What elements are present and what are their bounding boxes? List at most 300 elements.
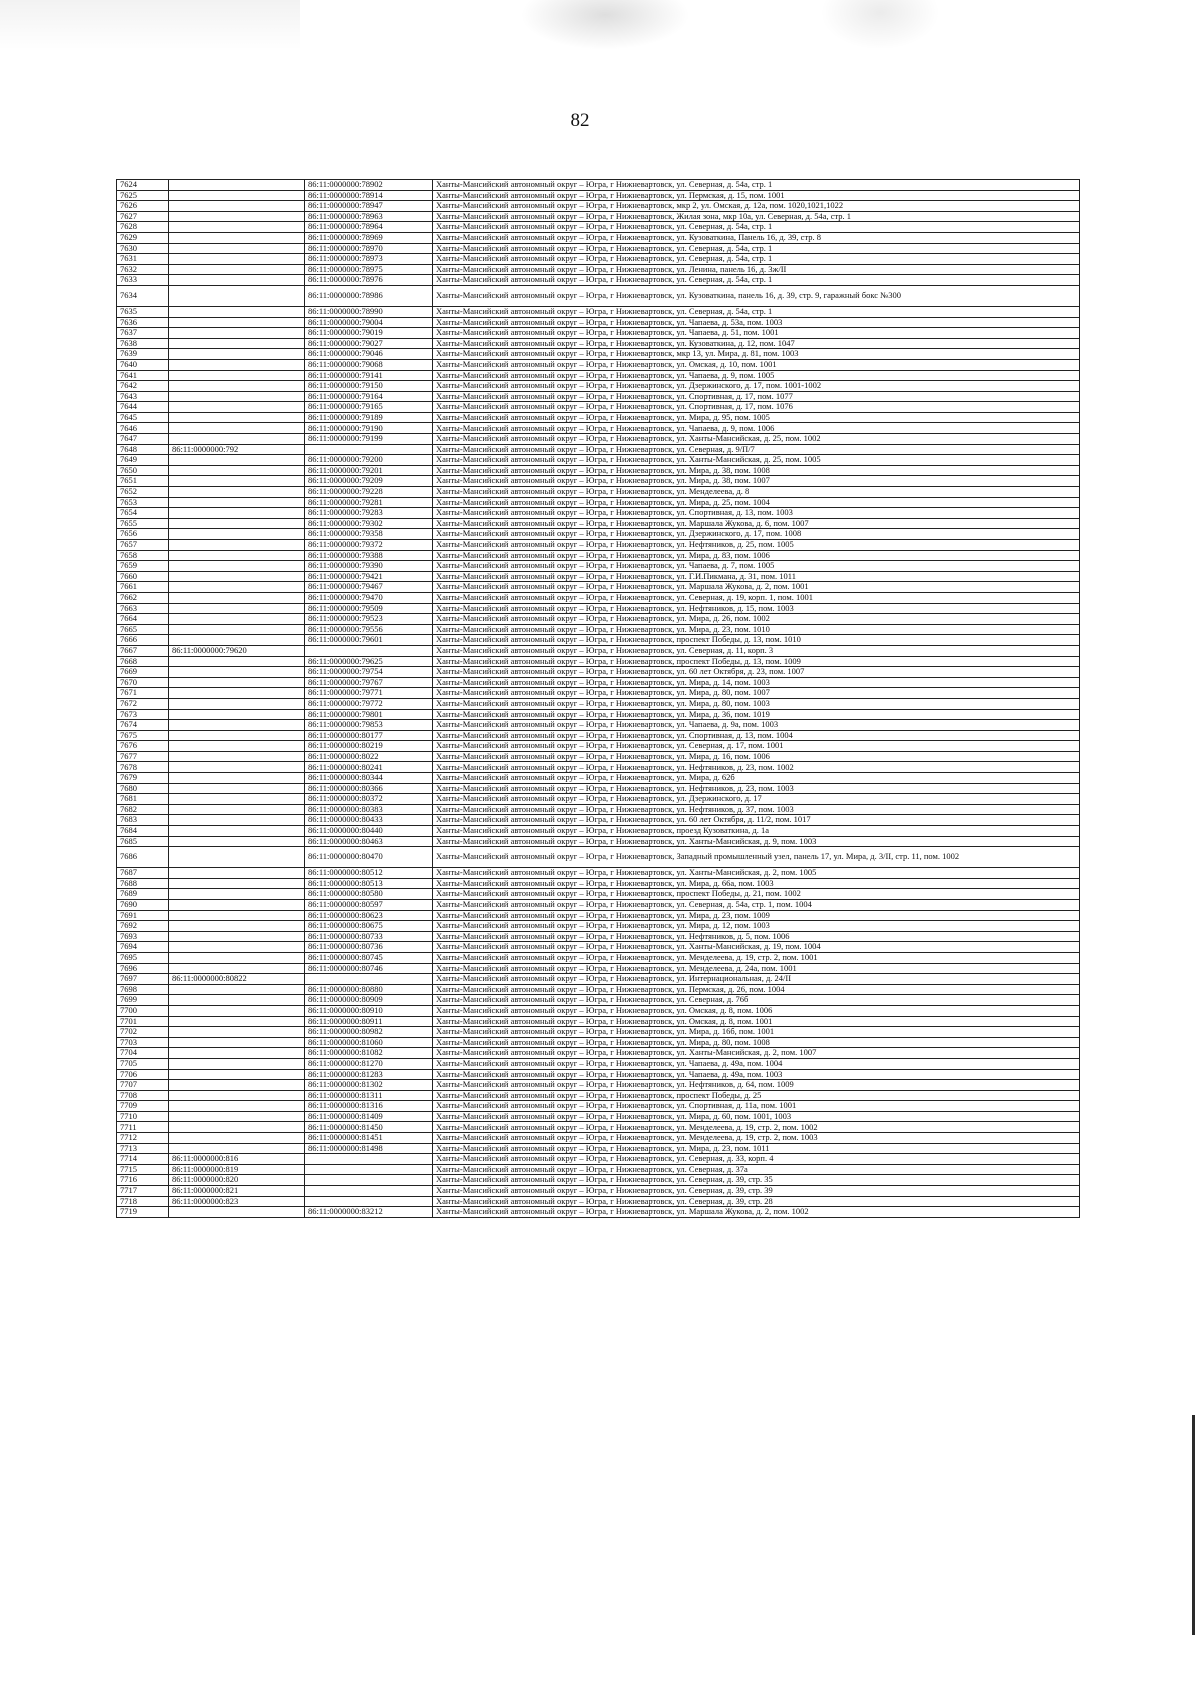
cell-previous-cadastral-number: 86:11:0000000:823 bbox=[169, 1196, 305, 1207]
cell-row-number: 7647 bbox=[117, 434, 169, 445]
cell-address: Ханты-Мансийский автономный округ – Югра, г Нижневартовск, ул. Менделеева, д. 19, стр. 2, пом. 1001 bbox=[433, 952, 1080, 963]
cell-address: Ханты-Мансийский автономный округ – Югра, г Нижневартовск, ул. Нефтяников, д. 23, пом. 1002 bbox=[433, 762, 1080, 773]
table-row bbox=[117, 1164, 1080, 1175]
cell-previous-cadastral-number bbox=[169, 931, 305, 942]
table-row bbox=[117, 550, 1080, 561]
table-row bbox=[117, 952, 1080, 963]
cell-cadastral-number: 86:11:0000000:81311 bbox=[305, 1090, 433, 1101]
cell-row-number: 7634 bbox=[117, 285, 169, 306]
cell-address: Ханты-Мансийский автономный округ – Югра, г Нижневартовск, ул. Интернациональная, д. 24/II bbox=[433, 974, 1080, 985]
cell-address: Ханты-Мансийский автономный округ – Югра, г Нижневартовск, ул. Кузоваткина, Панель 16, д. 39, стр. 8 bbox=[433, 232, 1080, 243]
table-row bbox=[117, 1154, 1080, 1165]
cell-cadastral-number: 86:11:0000000:79767 bbox=[305, 677, 433, 688]
cell-row-number: 7711 bbox=[117, 1122, 169, 1133]
cell-previous-cadastral-number bbox=[169, 910, 305, 921]
cell-address: Ханты-Мансийский автономный округ – Югра, г Нижневартовск, ул. Менделеева, д. 19, стр. 2, пом. 1003 bbox=[433, 1133, 1080, 1144]
cell-row-number: 7627 bbox=[117, 211, 169, 222]
cell-row-number: 7689 bbox=[117, 889, 169, 900]
cell-cadastral-number: 86:11:0000000:79421 bbox=[305, 571, 433, 582]
cell-row-number: 7693 bbox=[117, 931, 169, 942]
cell-cadastral-number: 86:11:0000000:78963 bbox=[305, 211, 433, 222]
cell-cadastral-number: 86:11:0000000:78914 bbox=[305, 190, 433, 201]
cell-cadastral-number: 86:11:0000000:78975 bbox=[305, 264, 433, 275]
table-row bbox=[117, 847, 1080, 868]
cell-row-number: 7702 bbox=[117, 1027, 169, 1038]
cell-cadastral-number: 86:11:0000000:78969 bbox=[305, 232, 433, 243]
cell-address: Ханты-Мансийский автономный округ – Югра, г Нижневартовск, ул. Мира, д. 25, пом. 1004 bbox=[433, 497, 1080, 508]
cell-previous-cadastral-number bbox=[169, 1058, 305, 1069]
cell-address: Ханты-Мансийский автономный округ – Югра, г Нижневартовск, ул. Дзержинского, д. 17 bbox=[433, 794, 1080, 805]
table-row bbox=[117, 910, 1080, 921]
cell-previous-cadastral-number bbox=[169, 720, 305, 731]
cell-previous-cadastral-number bbox=[169, 624, 305, 635]
cell-cadastral-number: 86:11:0000000:79199 bbox=[305, 434, 433, 445]
cell-row-number: 7666 bbox=[117, 635, 169, 646]
cell-address: Ханты-Мансийский автономный округ – Югра, г Нижневартовск, ул. Нефтяников, д. 15, пом. 1003 bbox=[433, 603, 1080, 614]
table-row bbox=[117, 561, 1080, 572]
cell-cadastral-number: 86:11:0000000:79771 bbox=[305, 688, 433, 699]
table-row bbox=[117, 317, 1080, 328]
cell-cadastral-number: 86:11:0000000:80623 bbox=[305, 910, 433, 921]
cell-row-number: 7653 bbox=[117, 497, 169, 508]
table-row bbox=[117, 381, 1080, 392]
cell-row-number: 7692 bbox=[117, 921, 169, 932]
cell-cadastral-number: 86:11:0000000:80512 bbox=[305, 868, 433, 879]
binder-edge bbox=[1192, 1415, 1195, 1635]
cell-row-number: 7710 bbox=[117, 1111, 169, 1122]
cell-previous-cadastral-number bbox=[169, 592, 305, 603]
cell-address: Ханты-Мансийский автономный округ – Югра, г Нижневартовск, ул. Ханты-Мансийская, д. 19, пом. 1004 bbox=[433, 942, 1080, 953]
table-row bbox=[117, 306, 1080, 317]
cell-previous-cadastral-number bbox=[169, 677, 305, 688]
table-row bbox=[117, 804, 1080, 815]
cell-address: Ханты-Мансийский автономный округ – Югра, г Нижневартовск, ул. Северная, д. 54а, стр. 1 bbox=[433, 222, 1080, 233]
cell-previous-cadastral-number bbox=[169, 222, 305, 233]
cell-cadastral-number: 86:11:0000000:80344 bbox=[305, 773, 433, 784]
cell-address: Ханты-Мансийский автономный округ – Югра, г Нижневартовск, ул. Мира, д. 80, пом. 1003 bbox=[433, 698, 1080, 709]
cell-address: Ханты-Мансийский автономный округ – Югра, г Нижневартовск, ул. Г.И.Пикмана, д. 31, пом. 1011 bbox=[433, 571, 1080, 582]
table-row bbox=[117, 1069, 1080, 1080]
cell-row-number: 7678 bbox=[117, 762, 169, 773]
table-row bbox=[117, 1005, 1080, 1016]
cell-cadastral-number: 86:11:0000000:81316 bbox=[305, 1101, 433, 1112]
cell-address: Ханты-Мансийский автономный округ – Югра, г Нижневартовск, ул. Менделеева, д. 8 bbox=[433, 487, 1080, 498]
cell-address: Ханты-Мансийский автономный округ – Югра, г Нижневартовск, ул. Мира, д. 23, пом. 1010 bbox=[433, 624, 1080, 635]
cell-row-number: 7713 bbox=[117, 1143, 169, 1154]
table-row bbox=[117, 508, 1080, 519]
cell-row-number: 7682 bbox=[117, 804, 169, 815]
cell-row-number: 7624 bbox=[117, 180, 169, 191]
cell-row-number: 7637 bbox=[117, 328, 169, 339]
cell-previous-cadastral-number bbox=[169, 1016, 305, 1027]
cell-cadastral-number: 86:11:0000000:79470 bbox=[305, 592, 433, 603]
cell-address: Ханты-Мансийский автономный округ – Югра, г Нижневартовск, ул. Омская, д. 10, пом. 1001 bbox=[433, 359, 1080, 370]
cell-address: Ханты-Мансийский автономный округ – Югра, г Нижневартовск, ул. Северная, д. 54а, стр. 1 bbox=[433, 243, 1080, 254]
cell-previous-cadastral-number bbox=[169, 190, 305, 201]
cell-row-number: 7691 bbox=[117, 910, 169, 921]
cell-row-number: 7690 bbox=[117, 900, 169, 911]
scan-artifact bbox=[0, 0, 300, 50]
table-row bbox=[117, 370, 1080, 381]
cell-row-number: 7649 bbox=[117, 455, 169, 466]
cell-row-number: 7646 bbox=[117, 423, 169, 434]
cell-previous-cadastral-number: 86:11:0000000:80822 bbox=[169, 974, 305, 985]
cell-previous-cadastral-number bbox=[169, 328, 305, 339]
cell-address: Ханты-Мансийский автономный округ – Югра, г Нижневартовск, ул. Мира, д. 38, пом. 1007 bbox=[433, 476, 1080, 487]
cell-cadastral-number: 86:11:0000000:80675 bbox=[305, 921, 433, 932]
cell-address: Ханты-Мансийский автономный округ – Югра, г Нижневартовск, ул. Чапаева, д. 7, пом. 1005 bbox=[433, 561, 1080, 572]
table-row bbox=[117, 921, 1080, 932]
table-row bbox=[117, 529, 1080, 540]
cell-cadastral-number: 86:11:0000000:79141 bbox=[305, 370, 433, 381]
cell-cadastral-number: 86:11:0000000:80470 bbox=[305, 847, 433, 868]
cell-previous-cadastral-number bbox=[169, 667, 305, 678]
cell-row-number: 7638 bbox=[117, 338, 169, 349]
table-row bbox=[117, 931, 1080, 942]
cell-previous-cadastral-number bbox=[169, 730, 305, 741]
cell-previous-cadastral-number bbox=[169, 306, 305, 317]
table-row bbox=[117, 624, 1080, 635]
cell-address: Ханты-Мансийский автономный округ – Югра, г Нижневартовск, ул. Северная, д. 54а, стр. 1 bbox=[433, 254, 1080, 265]
cell-previous-cadastral-number bbox=[169, 688, 305, 699]
cell-address: Ханты-Мансийский автономный округ – Югра, г Нижневартовск, ул. Нефтяников, д. 5, пом. 1006 bbox=[433, 931, 1080, 942]
cell-address: Ханты-Мансийский автономный округ – Югра, г Нижневартовск, ул. Мира, д. 38, пом. 1008 bbox=[433, 465, 1080, 476]
cell-row-number: 7625 bbox=[117, 190, 169, 201]
cell-address: Ханты-Мансийский автономный округ – Югра, г Нижневартовск, ул. Нефтяников, д. 25, пом. 1005 bbox=[433, 540, 1080, 551]
cell-cadastral-number: 86:11:0000000:79283 bbox=[305, 508, 433, 519]
cell-row-number: 7701 bbox=[117, 1016, 169, 1027]
cell-previous-cadastral-number bbox=[169, 391, 305, 402]
cell-previous-cadastral-number bbox=[169, 1027, 305, 1038]
cell-address: Ханты-Мансийский автономный округ – Югра, г Нижневартовск, Западный промышленный узел, панель 17, ул. Мира, д. 3/II, стр. 11, пом. 1002 bbox=[433, 847, 1080, 868]
table-row bbox=[117, 698, 1080, 709]
cell-previous-cadastral-number bbox=[169, 952, 305, 963]
cell-cadastral-number: 86:11:0000000:80177 bbox=[305, 730, 433, 741]
table-row bbox=[117, 1186, 1080, 1197]
cell-previous-cadastral-number bbox=[169, 254, 305, 265]
cell-previous-cadastral-number bbox=[169, 476, 305, 487]
cell-row-number: 7632 bbox=[117, 264, 169, 275]
cell-cadastral-number: 86:11:0000000:79372 bbox=[305, 540, 433, 551]
cell-previous-cadastral-number bbox=[169, 264, 305, 275]
cell-previous-cadastral-number bbox=[169, 698, 305, 709]
cell-cadastral-number: 86:11:0000000:78964 bbox=[305, 222, 433, 233]
table-row bbox=[117, 974, 1080, 985]
cell-row-number: 7718 bbox=[117, 1196, 169, 1207]
cell-address: Ханты-Мансийский автономный округ – Югра, г Нижневартовск, ул. Северная, д. 39, стр. 39 bbox=[433, 1186, 1080, 1197]
cell-cadastral-number: 86:11:0000000:80219 bbox=[305, 741, 433, 752]
cell-cadastral-number: 86:11:0000000:81283 bbox=[305, 1069, 433, 1080]
cell-previous-cadastral-number bbox=[169, 963, 305, 974]
table-row bbox=[117, 232, 1080, 243]
cell-address: Ханты-Мансийский автономный округ – Югра, г Нижневартовск, ул. Маршала Жукова, д. 6, пом. 1007 bbox=[433, 518, 1080, 529]
cell-address: Ханты-Мансийский автономный округ – Югра, г Нижневартовск, ул. Ханты-Мансийская, д. 25, пом. 1002 bbox=[433, 434, 1080, 445]
cell-address: Ханты-Мансийский автономный округ – Югра, г Нижневартовск, ул. Северная, д. 54а, стр. 1, пом. 1004 bbox=[433, 900, 1080, 911]
table-row bbox=[117, 1048, 1080, 1059]
cell-row-number: 7650 bbox=[117, 465, 169, 476]
cell-row-number: 7660 bbox=[117, 571, 169, 582]
table-row bbox=[117, 275, 1080, 286]
cell-address: Ханты-Мансийский автономный округ – Югра, г Нижневартовск, ул. Омская, д. 8, пом. 1001 bbox=[433, 1016, 1080, 1027]
cell-cadastral-number bbox=[305, 974, 433, 985]
cell-address: Ханты-Мансийский автономный округ – Югра, г Нижневартовск, ул. Северная, д. 37а bbox=[433, 1164, 1080, 1175]
cell-row-number: 7628 bbox=[117, 222, 169, 233]
cell-row-number: 7699 bbox=[117, 995, 169, 1006]
cell-previous-cadastral-number bbox=[169, 1111, 305, 1122]
cell-cadastral-number: 86:11:0000000:79772 bbox=[305, 698, 433, 709]
cell-previous-cadastral-number bbox=[169, 359, 305, 370]
cell-cadastral-number: 86:11:0000000:80513 bbox=[305, 878, 433, 889]
cell-previous-cadastral-number bbox=[169, 1048, 305, 1059]
cell-address: Ханты-Мансийский автономный округ – Югра, г Нижневартовск, ул. Мира, д. 14, пом. 1003 bbox=[433, 677, 1080, 688]
cell-row-number: 7645 bbox=[117, 412, 169, 423]
cell-row-number: 7707 bbox=[117, 1080, 169, 1091]
cell-address: Ханты-Мансийский автономный округ – Югра, г Нижневартовск, ул. Спортивная, д. 17, пом. 1076 bbox=[433, 402, 1080, 413]
cell-address: Ханты-Мансийский автономный округ – Югра, г Нижневартовск, ул. Чапаева, д. 49а, пом. 1004 bbox=[433, 1058, 1080, 1069]
cell-previous-cadastral-number bbox=[169, 995, 305, 1006]
cell-previous-cadastral-number bbox=[169, 656, 305, 667]
cell-cadastral-number: 86:11:0000000:79189 bbox=[305, 412, 433, 423]
cell-row-number: 7635 bbox=[117, 306, 169, 317]
cell-address: Ханты-Мансийский автономный округ – Югра, г Нижневартовск, ул. Пермская, д. 15, пом. 1001 bbox=[433, 190, 1080, 201]
page-number: 82 bbox=[570, 110, 590, 131]
cell-row-number: 7659 bbox=[117, 561, 169, 572]
table-row bbox=[117, 741, 1080, 752]
cell-row-number: 7697 bbox=[117, 974, 169, 985]
cell-address: Ханты-Мансийский автономный округ – Югра, г Нижневартовск, ул. Северная, д. 33, корп. 4 bbox=[433, 1154, 1080, 1165]
cell-row-number: 7676 bbox=[117, 741, 169, 752]
cell-cadastral-number: 86:11:0000000:81409 bbox=[305, 1111, 433, 1122]
cell-address: Ханты-Мансийский автономный округ – Югра, г Нижневартовск, ул. Менделеева, д. 24а, пом. 1001 bbox=[433, 963, 1080, 974]
cell-cadastral-number: 86:11:0000000:79228 bbox=[305, 487, 433, 498]
cell-previous-cadastral-number bbox=[169, 540, 305, 551]
scan-artifact bbox=[820, 0, 940, 50]
cell-cadastral-number: 86:11:0000000:83212 bbox=[305, 1207, 433, 1218]
cell-previous-cadastral-number bbox=[169, 402, 305, 413]
cell-cadastral-number: 86:11:0000000:81082 bbox=[305, 1048, 433, 1059]
cell-row-number: 7630 bbox=[117, 243, 169, 254]
cell-row-number: 7675 bbox=[117, 730, 169, 741]
cell-previous-cadastral-number bbox=[169, 783, 305, 794]
table-row bbox=[117, 942, 1080, 953]
cell-previous-cadastral-number bbox=[169, 180, 305, 191]
cell-address: Ханты-Мансийский автономный округ – Югра, г Нижневартовск, ул. Менделеева, д. 19, стр. 2, пом. 1002 bbox=[433, 1122, 1080, 1133]
cell-address: Ханты-Мансийский автономный округ – Югра, г Нижневартовск, ул. Северная, д. 17, пом. 1001 bbox=[433, 741, 1080, 752]
cell-row-number: 7684 bbox=[117, 826, 169, 837]
cell-row-number: 7695 bbox=[117, 952, 169, 963]
cell-previous-cadastral-number bbox=[169, 1069, 305, 1080]
table-row bbox=[117, 773, 1080, 784]
cell-address: Ханты-Мансийский автономный округ – Югра, г Нижневартовск, ул. Северная, д. 9/П/7 bbox=[433, 444, 1080, 455]
cell-cadastral-number: 86:11:0000000:78973 bbox=[305, 254, 433, 265]
cell-address: Ханты-Мансийский автономный округ – Югра, г Нижневартовск, ул. Мира, д. 16, пом. 1006 bbox=[433, 751, 1080, 762]
cell-cadastral-number: 86:11:0000000:79390 bbox=[305, 561, 433, 572]
table-row bbox=[117, 444, 1080, 455]
cell-previous-cadastral-number bbox=[169, 412, 305, 423]
cell-address: Ханты-Мансийский автономный округ – Югра, г Нижневартовск, ул. Северная, д. 76б bbox=[433, 995, 1080, 1006]
cell-cadastral-number: 86:11:0000000:79164 bbox=[305, 391, 433, 402]
cell-previous-cadastral-number: 86:11:0000000:820 bbox=[169, 1175, 305, 1186]
cell-cadastral-number: 86:11:0000000:79556 bbox=[305, 624, 433, 635]
cell-previous-cadastral-number bbox=[169, 275, 305, 286]
table-row bbox=[117, 720, 1080, 731]
cell-address: Ханты-Мансийский автономный округ – Югра, г Нижневартовск, ул. Мира, д. 23, пом. 1011 bbox=[433, 1143, 1080, 1154]
cell-cadastral-number: 86:11:0000000:80366 bbox=[305, 783, 433, 794]
cell-cadastral-number: 86:11:0000000:80736 bbox=[305, 942, 433, 953]
cell-previous-cadastral-number bbox=[169, 709, 305, 720]
table-row bbox=[117, 423, 1080, 434]
table-row bbox=[117, 794, 1080, 805]
cell-cadastral-number bbox=[305, 1164, 433, 1175]
cell-row-number: 7629 bbox=[117, 232, 169, 243]
table-row bbox=[117, 1111, 1080, 1122]
cell-cadastral-number: 86:11:0000000:81450 bbox=[305, 1122, 433, 1133]
cell-previous-cadastral-number bbox=[169, 635, 305, 646]
table-row bbox=[117, 455, 1080, 466]
cell-address: Ханты-Мансийский автономный округ – Югра, г Нижневартовск, ул. Мира, д. 80, пом. 1007 bbox=[433, 688, 1080, 699]
cell-cadastral-number bbox=[305, 1154, 433, 1165]
cell-address: Ханты-Мансийский автономный округ – Югра, г Нижневартовск, ул. Мира, д. 66а, пом. 1003 bbox=[433, 878, 1080, 889]
cell-row-number: 7681 bbox=[117, 794, 169, 805]
table-row bbox=[117, 476, 1080, 487]
cell-address: Ханты-Мансийский автономный округ – Югра, г Нижневартовск, проспект Победы, д. 13, пом. 1010 bbox=[433, 635, 1080, 646]
cell-address: Ханты-Мансийский автономный округ – Югра, г Нижневартовск, ул. Кузоваткина, д. 12, пом. 1047 bbox=[433, 338, 1080, 349]
cell-row-number: 7709 bbox=[117, 1101, 169, 1112]
cell-previous-cadastral-number bbox=[169, 1207, 305, 1218]
cell-previous-cadastral-number bbox=[169, 338, 305, 349]
table-row bbox=[117, 889, 1080, 900]
cell-previous-cadastral-number bbox=[169, 582, 305, 593]
cell-previous-cadastral-number bbox=[169, 1080, 305, 1091]
cell-cadastral-number: 86:11:0000000:79625 bbox=[305, 656, 433, 667]
cell-cadastral-number: 86:11:0000000:80910 bbox=[305, 1005, 433, 1016]
cell-previous-cadastral-number bbox=[169, 878, 305, 889]
table-row bbox=[117, 254, 1080, 265]
table-row bbox=[117, 201, 1080, 212]
cell-cadastral-number: 86:11:0000000:79302 bbox=[305, 518, 433, 529]
cell-row-number: 7714 bbox=[117, 1154, 169, 1165]
cell-address: Ханты-Мансийский автономный округ – Югра, г Нижневартовск, ул. Мира, д. 26, пом. 1002 bbox=[433, 614, 1080, 625]
table-row bbox=[117, 878, 1080, 889]
cell-row-number: 7716 bbox=[117, 1175, 169, 1186]
registry-table bbox=[116, 179, 1080, 1218]
cell-cadastral-number: 86:11:0000000:79209 bbox=[305, 476, 433, 487]
cell-address: Ханты-Мансийский автономный округ – Югра, г Нижневартовск, ул. Маршала Жукова, д. 2, пом. 1002 bbox=[433, 1207, 1080, 1218]
table-row bbox=[117, 264, 1080, 275]
cell-address: Ханты-Мансийский автономный округ – Югра, г Нижневартовск, ул. 60 лет Октября, д. 23, пом. 1007 bbox=[433, 667, 1080, 678]
table-row bbox=[117, 285, 1080, 306]
cell-previous-cadastral-number bbox=[169, 423, 305, 434]
cell-previous-cadastral-number bbox=[169, 232, 305, 243]
cell-cadastral-number: 86:11:0000000:80746 bbox=[305, 963, 433, 974]
table-row bbox=[117, 211, 1080, 222]
cell-address: Ханты-Мансийский автономный округ – Югра, г Нижневартовск, ул. Пермская, д. 26, пом. 1004 bbox=[433, 984, 1080, 995]
cell-previous-cadastral-number bbox=[169, 942, 305, 953]
table-row bbox=[117, 1101, 1080, 1112]
cell-previous-cadastral-number: 86:11:0000000:79620 bbox=[169, 645, 305, 656]
cell-address: Ханты-Мансийский автономный округ – Югра, г Нижневартовск, ул. Чапаева, д. 9а, пом. 1003 bbox=[433, 720, 1080, 731]
cell-row-number: 7633 bbox=[117, 275, 169, 286]
table-row bbox=[117, 465, 1080, 476]
cell-previous-cadastral-number bbox=[169, 497, 305, 508]
cell-row-number: 7704 bbox=[117, 1048, 169, 1059]
table-row bbox=[117, 1090, 1080, 1101]
table-row bbox=[117, 1016, 1080, 1027]
cell-cadastral-number: 86:11:0000000:79281 bbox=[305, 497, 433, 508]
cell-cadastral-number: 86:11:0000000:79150 bbox=[305, 381, 433, 392]
table-row bbox=[117, 900, 1080, 911]
cell-cadastral-number: 86:11:0000000:81451 bbox=[305, 1133, 433, 1144]
table-row bbox=[117, 783, 1080, 794]
table-row bbox=[117, 751, 1080, 762]
cell-previous-cadastral-number bbox=[169, 1005, 305, 1016]
cell-row-number: 7648 bbox=[117, 444, 169, 455]
cell-address: Ханты-Мансийский автономный округ – Югра, г Нижневартовск, ул. Северная, д. 54а, стр. 1 bbox=[433, 180, 1080, 191]
cell-address: Ханты-Мансийский автономный округ – Югра, г Нижневартовск, ул. Чапаева, д. 9, пом. 1005 bbox=[433, 370, 1080, 381]
cell-cadastral-number: 86:11:0000000:80880 bbox=[305, 984, 433, 995]
cell-previous-cadastral-number bbox=[169, 571, 305, 582]
cell-row-number: 7636 bbox=[117, 317, 169, 328]
cell-cadastral-number: 86:11:0000000:80733 bbox=[305, 931, 433, 942]
cell-address: Ханты-Мансийский автономный округ – Югра, г Нижневартовск, ул. Мира, д. 16б, пом. 1001 bbox=[433, 1027, 1080, 1038]
table-row bbox=[117, 497, 1080, 508]
table-row bbox=[117, 222, 1080, 233]
cell-row-number: 7668 bbox=[117, 656, 169, 667]
cell-row-number: 7626 bbox=[117, 201, 169, 212]
table-row bbox=[117, 402, 1080, 413]
cell-cadastral-number: 86:11:0000000:81270 bbox=[305, 1058, 433, 1069]
table-row bbox=[117, 1207, 1080, 1218]
cell-cadastral-number bbox=[305, 1186, 433, 1197]
table-row bbox=[117, 614, 1080, 625]
cell-previous-cadastral-number bbox=[169, 1090, 305, 1101]
cell-address: Ханты-Мансийский автономный округ – Югра, г Нижневартовск, проспект Победы, д. 13, пом. 1009 bbox=[433, 656, 1080, 667]
cell-address: Ханты-Мансийский автономный округ – Югра, г Нижневартовск, ул. Северная, д. 54а, стр. 1 bbox=[433, 275, 1080, 286]
cell-cadastral-number: 86:11:0000000:80241 bbox=[305, 762, 433, 773]
cell-row-number: 7652 bbox=[117, 487, 169, 498]
table-row bbox=[117, 730, 1080, 741]
cell-previous-cadastral-number bbox=[169, 889, 305, 900]
cell-cadastral-number bbox=[305, 444, 433, 455]
cell-row-number: 7662 bbox=[117, 592, 169, 603]
cell-row-number: 7643 bbox=[117, 391, 169, 402]
cell-address: Ханты-Мансийский автономный округ – Югра, г Нижневартовск, ул. Дзержинского, д. 17, пом. 1001-1002 bbox=[433, 381, 1080, 392]
cell-cadastral-number: 86:11:0000000:79027 bbox=[305, 338, 433, 349]
cell-row-number: 7656 bbox=[117, 529, 169, 540]
table-row bbox=[117, 1175, 1080, 1186]
cell-cadastral-number: 86:11:0000000:80911 bbox=[305, 1016, 433, 1027]
table-row bbox=[117, 412, 1080, 423]
cell-previous-cadastral-number bbox=[169, 349, 305, 360]
cell-previous-cadastral-number bbox=[169, 529, 305, 540]
cell-row-number: 7665 bbox=[117, 624, 169, 635]
cell-cadastral-number: 86:11:0000000:79358 bbox=[305, 529, 433, 540]
cell-cadastral-number: 86:11:0000000:80463 bbox=[305, 836, 433, 847]
table-row bbox=[117, 1037, 1080, 1048]
cell-row-number: 7671 bbox=[117, 688, 169, 699]
cell-address: Ханты-Мансийский автономный округ – Югра, г Нижневартовск, ул. Кузоваткина, панель 16, д. 39, стр. 9, гаражный бокс №300 bbox=[433, 285, 1080, 306]
cell-row-number: 7661 bbox=[117, 582, 169, 593]
cell-cadastral-number: 86:11:0000000:79754 bbox=[305, 667, 433, 678]
table-row bbox=[117, 868, 1080, 879]
table-row bbox=[117, 1143, 1080, 1154]
cell-address: Ханты-Мансийский автономный округ – Югра, г Нижневартовск, ул. Спортивная, д. 17, пом. 1077 bbox=[433, 391, 1080, 402]
cell-address: Ханты-Мансийский автономный округ – Югра, г Нижневартовск, ул. Нефтяников, д. 37, пом. 1003 bbox=[433, 804, 1080, 815]
cell-address: Ханты-Мансийский автономный округ – Югра, г Нижневартовск, ул. Мира, д. 36, пом. 1019 bbox=[433, 709, 1080, 720]
cell-cadastral-number: 86:11:0000000:81302 bbox=[305, 1080, 433, 1091]
table-row bbox=[117, 603, 1080, 614]
cell-cadastral-number: 86:11:0000000:78947 bbox=[305, 201, 433, 212]
